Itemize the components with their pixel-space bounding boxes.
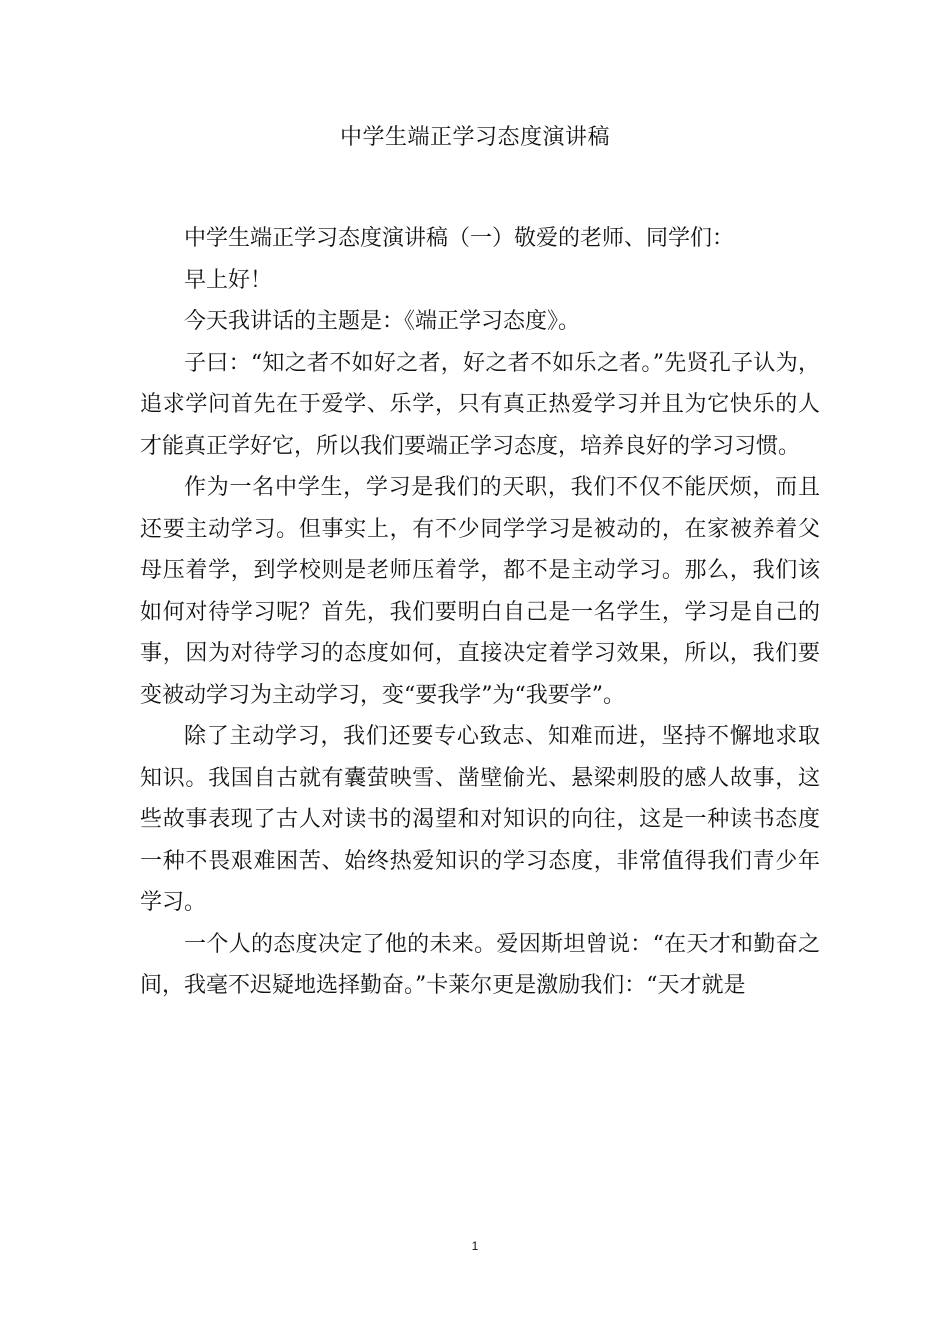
paragraph-active-learning: 作为一名中学生，学习是我们的天职，我们不仅不能厌烦，而且还要主动学习。但事实上，有不少同学学习是被动的，在家被养着父母压着学，到学校则是老师压着学，都不是主动学习。那么，我们该如何对待学习呢？首先，我们要明白自己是一名学生，学习是自己的事，因为对待学习的态度如何，直接决定着学习效果，所以，我们要变被动学习为主动学习，变“要我学”为“我要学”。 [140, 475, 820, 708]
paragraph-greeting: 中学生端正学习态度演讲稿（一）敬爱的老师、同学们： [184, 226, 735, 251]
document-title: 中学生端正学习态度演讲稿 [339, 125, 610, 150]
paragraph-good-morning: 早上好！ [184, 267, 273, 293]
page-number: 1 [471, 1239, 479, 1253]
paragraph-perseverance: 除了主动学习，我们还要专心致志、知难而进，坚持不懈地求取知识。我国自古就有囊萤映雪、凿壁偷光、悬梁刺股的感人故事，这些故事表现了古人对读书的渴望和对知识的向往，这是一种读书态度一种不畏艰难困苦、始终热爱知识的学习态度，非常值得我们青少年学习。 [140, 724, 820, 915]
paragraph-confucius: 子曰：“知之者不如好之者，好之者不如乐之者。”先贤孔子认为，追求学问首先在于爱学、乐学，只有真正热爱学习并且为它快乐的人才能真正学好它，所以我们要端正学习态度，培养良好的学习习惯。 [140, 350, 820, 459]
paragraph-topic: 今天我讲话的主题是：《端正学习态度》。 [184, 309, 581, 334]
paragraph-attitude-future: 一个人的态度决定了他的未来。爱因斯坦曾说：“在天才和勤奋之间，我毫不迟疑地选择勤奋。”卡莱尔更是激励我们：“天才就是 [140, 931, 820, 998]
document-body [140, 218, 820, 1007]
